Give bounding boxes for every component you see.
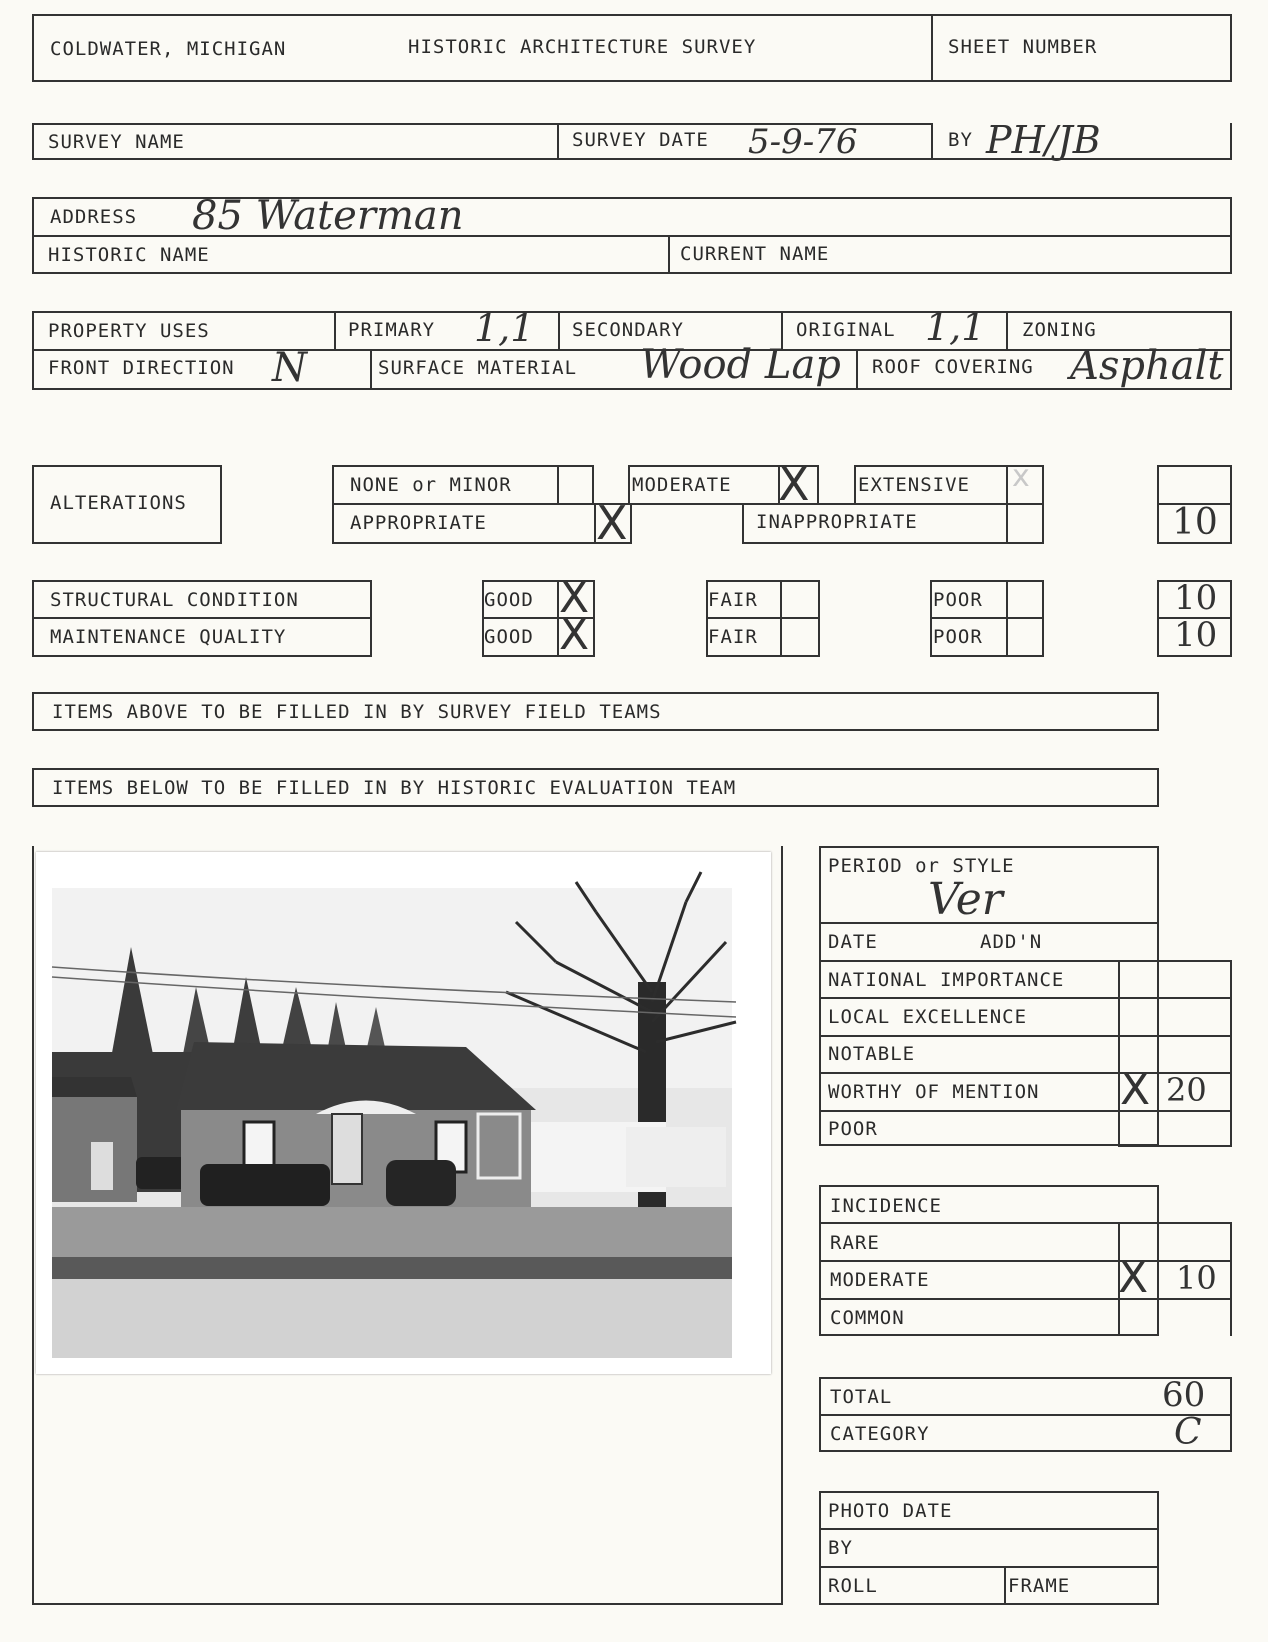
appropriate-label: APPROPRIATE <box>350 512 487 534</box>
above-note: ITEMS ABOVE TO BE FILLED IN BY SURVEY FIELD TEAMS <box>52 701 662 723</box>
inappropriate-label: INAPPROPRIATE <box>756 511 918 533</box>
incidence-line-2 <box>819 1260 1232 1262</box>
national-importance-label: NATIONAL IMPORTANCE <box>828 969 1065 991</box>
eval-poor-label: POOR <box>828 1118 878 1140</box>
property-div-4 <box>1006 311 1008 351</box>
form-title: HISTORIC ARCHITECTURE SURVEY <box>408 36 757 58</box>
incidence-label: INCIDENCE <box>830 1195 942 1217</box>
fair-check-div <box>780 580 782 657</box>
worthy-of-mention-label: WORTHY OF MENTION <box>828 1081 1040 1103</box>
historic-name-label: HISTORIC NAME <box>48 244 210 266</box>
original-label: ORIGINAL <box>796 319 896 341</box>
eval-score-div <box>1118 960 1120 1147</box>
eval-line-7 <box>1120 1145 1232 1147</box>
below-note: ITEMS BELOW TO BE FILLED IN BY HISTORIC EVALUATION TEAM <box>52 777 737 799</box>
maintenance-good-check: X <box>559 609 590 660</box>
period-style-label: PERIOD or STYLE <box>828 855 1015 877</box>
poor-check-div <box>1006 580 1008 657</box>
maintenance-score: 10 <box>1174 615 1218 655</box>
structural-score: 10 <box>1174 578 1218 618</box>
worthy-check-mark: X <box>1120 1064 1151 1115</box>
property-right-line <box>1230 311 1232 390</box>
alterations-score: 10 <box>1172 502 1218 543</box>
category-value: C <box>1174 1412 1202 1453</box>
structural-fair-label: FAIR <box>708 589 758 611</box>
structural-good-check: X <box>559 572 590 623</box>
appropriate-check-mark: X <box>596 496 628 550</box>
property-div-5 <box>370 349 372 390</box>
worthy-score: 20 <box>1166 1071 1207 1109</box>
survey-div-1 <box>557 123 559 160</box>
photo-area-bottom-line <box>32 1603 783 1605</box>
property-mid-line <box>32 349 1232 351</box>
sheet-number-label: SHEET NUMBER <box>948 36 1098 58</box>
primary-value: 1,1 <box>474 306 535 350</box>
property-left-line <box>32 311 34 390</box>
structural-good-label: GOOD <box>484 589 534 611</box>
photo-by-label: BY <box>828 1537 853 1559</box>
address-bottom-line <box>32 272 1232 274</box>
property-div-6 <box>856 349 858 390</box>
extensive-light-mark: x <box>1012 459 1030 494</box>
eval-line-4 <box>819 1035 1232 1037</box>
address-left-line <box>32 197 34 274</box>
photo-info-line-1 <box>819 1528 1159 1530</box>
alterations-label: ALTERATIONS <box>50 492 187 514</box>
category-label: CATEGORY <box>830 1423 930 1445</box>
photo-info-line-2 <box>819 1566 1159 1568</box>
incidence-line-1 <box>819 1222 1232 1224</box>
none-minor-label: NONE or MINOR <box>350 474 512 496</box>
surface-material-label: SURFACE MATERIAL <box>378 357 578 379</box>
eval-date-label: DATE <box>828 931 878 953</box>
survey-left-line <box>32 123 34 160</box>
structural-condition-label: STRUCTURAL CONDITION <box>50 589 299 611</box>
address-label: ADDRESS <box>50 206 138 228</box>
property-bottom-line <box>32 388 1232 390</box>
roll-label: ROLL <box>828 1575 878 1597</box>
rare-label: RARE <box>830 1232 880 1254</box>
incidence-score: 10 <box>1176 1259 1217 1297</box>
city-label: COLDWATER, MICHIGAN <box>50 38 287 60</box>
header-divider <box>931 14 933 82</box>
current-name-label: CURRENT NAME <box>680 243 830 265</box>
roof-covering-value: Asphalt <box>1070 343 1224 389</box>
total-label: TOTAL <box>830 1386 893 1408</box>
incidence-line-3 <box>819 1298 1232 1300</box>
maintenance-poor-label: POOR <box>933 626 983 648</box>
condition-label-divider <box>32 617 372 619</box>
zoning-label: ZONING <box>1022 319 1097 341</box>
incidence-right-line <box>1230 1222 1232 1336</box>
property-div-1 <box>334 311 336 351</box>
survey-by-value: PH/JB <box>986 118 1101 162</box>
property-uses-label: PROPERTY USES <box>48 320 210 342</box>
eval-line-3 <box>819 997 1232 999</box>
local-excellence-label: LOCAL EXCELLENCE <box>828 1006 1028 1028</box>
eval-right-line <box>1230 960 1232 1147</box>
moderate-label: MODERATE <box>632 474 732 496</box>
eval-line-2 <box>819 960 1232 962</box>
moderate-check-mark: X <box>778 457 810 511</box>
survey-date-label: SURVEY DATE <box>572 129 709 151</box>
front-direction-value: N <box>272 345 307 391</box>
photo-info-div <box>1004 1566 1006 1605</box>
secondary-label: SECONDARY <box>572 319 684 341</box>
primary-label: PRIMARY <box>348 319 436 341</box>
survey-div-2 <box>931 123 933 160</box>
total-value: 60 <box>1162 1375 1206 1415</box>
eval-addn-label: ADD'N <box>980 931 1043 953</box>
common-label: COMMON <box>830 1307 905 1329</box>
none-minor-check-div <box>557 465 559 505</box>
poor-box-divider <box>930 617 1044 619</box>
house-photo-image <box>36 852 771 1374</box>
house-photograph <box>36 852 771 1374</box>
maintenance-good-label: GOOD <box>484 626 534 648</box>
property-div-2 <box>558 311 560 351</box>
survey-by-label: BY <box>948 129 973 151</box>
address-right-line <box>1230 197 1232 274</box>
period-style-value: Ver <box>928 874 1003 925</box>
address-value: 85 Waterman <box>192 193 464 239</box>
survey-right-line <box>1230 123 1232 160</box>
property-top-line <box>32 311 1232 313</box>
fair-box-divider <box>706 617 820 619</box>
photo-area-right-line <box>781 846 783 1604</box>
maintenance-fair-label: FAIR <box>708 626 758 648</box>
incidence-check-mark: X <box>1118 1252 1149 1303</box>
structural-poor-label: POOR <box>933 589 983 611</box>
surface-material-value: Wood Lap <box>640 342 841 388</box>
photo-date-label: PHOTO DATE <box>828 1500 953 1522</box>
survey-name-label: SURVEY NAME <box>48 131 185 153</box>
extensive-label: EXTENSIVE <box>858 474 970 496</box>
frame-label: FRAME <box>1008 1575 1071 1597</box>
address-name-div <box>668 235 670 274</box>
eval-line-6 <box>819 1110 1232 1112</box>
original-value: 1,1 <box>925 305 986 349</box>
front-direction-label: FRONT DIRECTION <box>48 357 235 379</box>
photo-area-left-line <box>32 846 34 1604</box>
incidence-moderate-label: MODERATE <box>830 1269 930 1291</box>
notable-label: NOTABLE <box>828 1043 916 1065</box>
maintenance-quality-label: MAINTENANCE QUALITY <box>50 626 287 648</box>
roof-covering-label: ROOF COVERING <box>872 356 1034 378</box>
survey-date-value: 5-9-76 <box>748 122 858 162</box>
